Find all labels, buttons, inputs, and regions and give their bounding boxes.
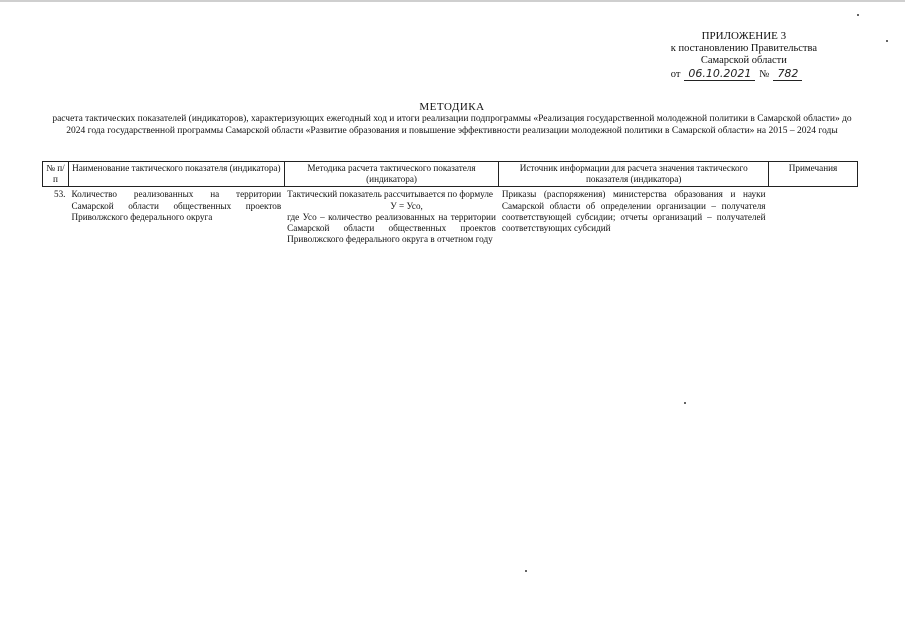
row-name: Количество реализованных на территории Самарской области общественных проектов Приволжского федерального округа [71,189,282,222]
row-method [284,187,499,248]
appendix-date-line [671,68,817,82]
document-title [52,101,852,137]
header-notes: Примечания [769,162,858,187]
method-description: где Усо – количество реализованных на территории Самарской области общественных проектов Приволжского федерального округа в отчетном году [287,211,496,245]
header-name: Наименование тактического показателя (индикатора) [68,162,284,187]
scan-speck [886,40,888,42]
handwritten-number: 782 [773,68,802,82]
scan-speck [857,14,859,16]
appendix-title: ПРИЛОЖЕНИЕ 3 [701,30,787,42]
number-label: № [759,68,770,80]
row-notes [769,187,858,248]
method-intro: Тактический показатель рассчитывается по формуле [287,189,493,200]
header-source: Источник информации для расчета значения тактического показателя (индикатора) [499,162,769,187]
appendix-line-2: Самарской области [700,55,787,66]
handwritten-date: 06.10.2021 [684,68,755,82]
header-method: Методика расчета тактического показателя (индикатора) [284,162,499,187]
from-label: от [670,68,681,80]
scan-top-edge [0,0,905,2]
row-num: 53. [53,189,66,200]
title-heading: МЕТОДИКА [419,101,485,113]
header-num: № п/п [43,162,69,187]
appendix-block [671,30,817,81]
scan-speck [684,402,686,404]
scan-speck [525,570,527,572]
row-source: Приказы (распоряжения) министерства образования и науки Самарской области об определении организации – получателя соответствующей субсидии; отчеты организаций – получателей соответствующих субсидий [501,189,766,234]
table-row [43,187,858,248]
method-formula: У = Усо, [390,200,423,211]
appendix-line-1: к постановлению Правительства [670,42,817,54]
table-header-row [43,162,858,187]
title-body: расчета тактических показателей (индикаторов), характеризующих ежегодный ход и итоги реализации подпрограммы «Реализация государственной молодежной политики в Самарской области» до 2024 года государственной программы Самарской области «Развитие образования и повышение эффективности реализации молодежной политики в Самарской области» на 2015 – 2024 годы [52,114,852,136]
indicators-table [42,161,858,247]
